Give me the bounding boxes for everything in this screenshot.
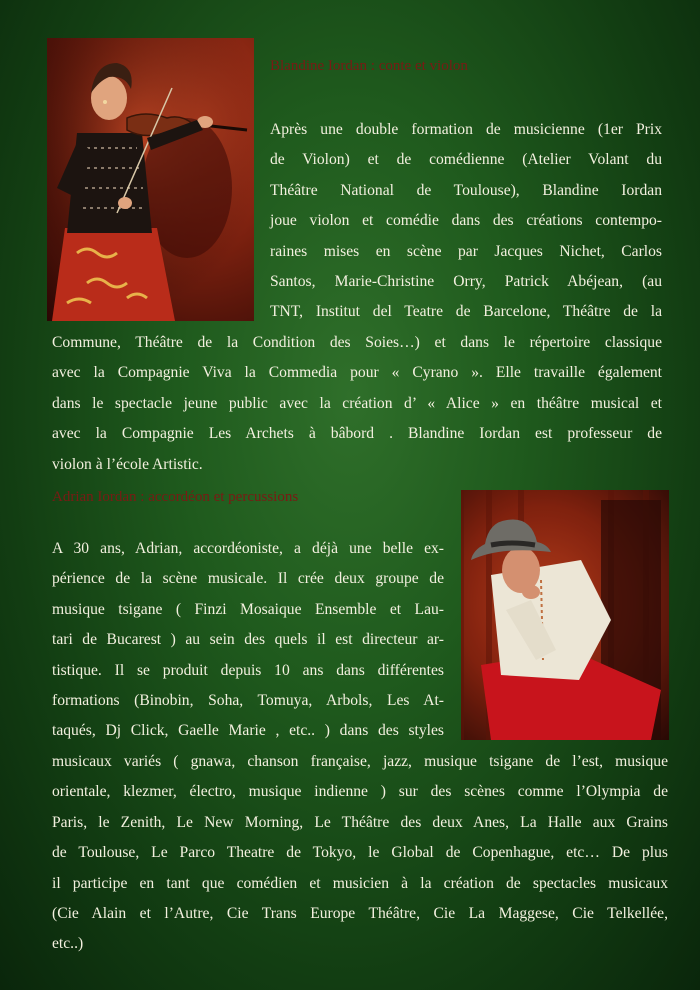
section-2-paragraph-full [52, 747, 668, 960]
text-line: joue violon et comédie dans des créations contempo- [270, 212, 662, 230]
section-1-paragraph-wrapped [270, 115, 662, 328]
photo-adrian [461, 490, 669, 740]
text-line: tari de Bucarest ) au sein des quels il est directeur ar- [52, 631, 444, 649]
text-line: raines mises en scène par Jacques Nichet, Carlos [270, 242, 662, 260]
text-line: avec la Compagnie Les Archets à bâbord . Blandine Iordan est professeur de [52, 425, 662, 443]
text-line: taqués, Dj Click, Gaelle Marie , etc.. ) dans des styles [52, 722, 444, 740]
text-line: A 30 ans, Adrian, accordéoniste, a déjà une belle ex- [52, 540, 444, 557]
text-line: Paris, le Zenith, Le New Morning, Le Théâtre des deux Anes, La Halle aux Grains [52, 813, 668, 831]
photo-blandine-violin [47, 38, 254, 321]
text-line: etc..) [52, 935, 84, 953]
text-line: formations (Binobin, Soha, Tomuya, Arbols, Les At- [52, 692, 444, 710]
text-line: Santos, Marie-Christine Orry, Patrick Abéjean, (au [270, 273, 662, 291]
text-line: Après une double formation de musicienne (1er Prix [270, 121, 662, 138]
text-line: de Violon) et de comédienne (Atelier Volant du [270, 151, 662, 169]
text-line: violon à l’école Artistic. [52, 455, 203, 473]
text-line: orientale, klezmer, électro, musique indienne ) sur des scènes comme l’Olympia de [52, 783, 668, 801]
text-line: périence de la scène musicale. Il crée deux groupe de [52, 570, 444, 588]
section-2-paragraph-wrapped [52, 534, 444, 747]
text-line: tistique. Il se produit depuis 10 ans dans différentes [52, 661, 444, 679]
section-1-heading: Blandine Iordan : conte et violon [270, 58, 468, 74]
text-line: de Toulouse, Le Parco Theatre de Tokyo, le Global de Copenhague, etc… De plus [52, 844, 668, 862]
text-line: Théâtre National de Toulouse), Blandine Iordan [270, 181, 662, 199]
text-line: il participe en tant que comédien et musicien à la création de spectacles musicaux [52, 874, 668, 892]
section-1-paragraph-full [52, 328, 662, 480]
text-line: dans le spectacle jeune public avec la création d’ « Alice » en théâtre musical et [52, 394, 662, 412]
text-line: musicaux variés ( gnawa, chanson française, jazz, musique tsigane de l’est, musique [52, 753, 668, 770]
text-line: TNT, Institut del Teatre de Barcelone, Théâtre de la [270, 303, 662, 321]
text-line: Commune, Théâtre de la Condition des Soies…) et dans le répertoire classique [52, 334, 662, 351]
text-line: (Cie Alain et l’Autre, Cie Trans Europe Théâtre, Cie La Maggese, Cie Telkellée, [52, 905, 668, 923]
section-2-heading: Adrian Iordan : accordéon et percussions [52, 489, 299, 505]
text-line: avec la Compagnie Viva la Commedia pour « Cyrano ». Elle travaille également [52, 364, 662, 382]
text-line: musique tsigane ( Finzi Mosaique Ensemble et Lau- [52, 600, 444, 618]
